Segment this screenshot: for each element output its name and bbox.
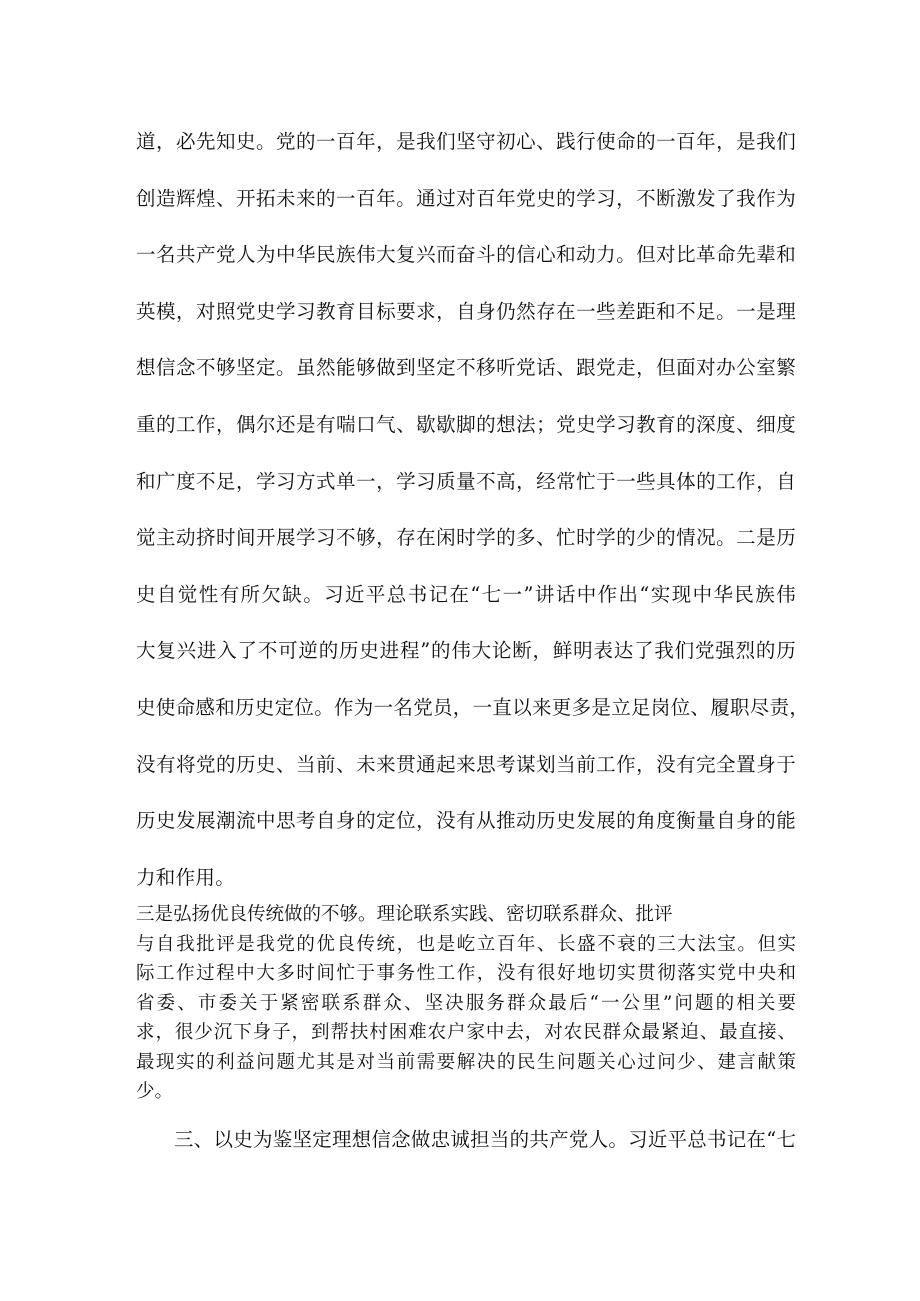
text-line: 最现实的利益问题尤其是对当前需要解决的民生问题关心过问少、建言献策 xyxy=(136,1051,796,1073)
text-line: 力和作用。 xyxy=(136,865,236,889)
text-line: 三、以史为鉴坚定理想信念做忠诚担当的共产党人。习近平总书记在“七 xyxy=(174,1128,796,1151)
text-line: 和广度不足，学习方式单一，学习质量不高，经常忙于一些具体的工作，自 xyxy=(136,469,796,493)
section-heading-three xyxy=(136,1118,796,1162)
paragraph-party-history-reflection xyxy=(136,120,810,912)
text-line: 史自觉性有所欠缺。习近平总书记在“七一”讲话中作出“实现中华民族伟 xyxy=(136,582,796,606)
text-line: 创造辉煌、开拓未来的一百年。通过对百年党史的学习，不断激发了我作为 xyxy=(136,186,796,210)
text-line: 道，必先知史。党的一百年，是我们坚守初心、践行使命的一百年，是我们 xyxy=(136,130,796,153)
text-line: 一名共产党人为中华民族伟大复兴而奋斗的信心和动力。但对比革命先辈和 xyxy=(136,243,796,267)
text-line: 省委、市委关于紧密联系群众、坚决服务群众最后“一公里”问题的相关要 xyxy=(136,992,796,1014)
text-line: 想信念不够坚定。虽然能够做到坚定不移听党话、跟党走，但面对办公室繁 xyxy=(136,356,796,380)
text-line: 历史发展潮流中思考自身的定位，没有从推动历史发展的角度衡量自身的能 xyxy=(136,809,796,833)
text-line: 没有将党的历史、当前、未来贯通起来思考谋划当前工作，没有完全置身于 xyxy=(136,752,796,776)
text-line: 觉主动挤时间开展学习不够，存在闲时学的多、忙时学的少的情况。二是历 xyxy=(136,526,796,550)
text-line: 与自我批评是我党的优良传统，也是屹立百年、长盛不衰的三大法宝。但实 xyxy=(136,933,796,955)
text-line: 际工作过程中大多时间忙于事务性工作，没有很好地切实贯彻落实党中央和 xyxy=(136,963,796,984)
text-line: 少。 xyxy=(136,1081,174,1102)
text-line: 三是弘扬优良传统做的不够。理论联系实践、密切联系群众、批评 xyxy=(136,904,673,925)
paragraph-fine-traditions xyxy=(136,900,796,1107)
text-line: 大复兴进入了不可逆的历史进程”的伟大论断，鲜明表达了我们党强烈的历 xyxy=(136,639,796,663)
text-line: 重的工作，偶尔还是有喘口气、歇歇脚的想法；党史学习教育的深度、细度 xyxy=(136,412,796,436)
text-line: 英模，对照党史学习教育目标要求，自身仍然存在一些差距和不足。一是理 xyxy=(136,299,796,323)
text-line: 史使命感和历史定位。作为一名党员，一直以来更多是立足岗位、履职尽责， xyxy=(136,695,810,719)
text-line: 求，很少沉下身子，到帮扶村困难农户家中去，对农民群众最紧迫、最直接、 xyxy=(136,1022,796,1043)
